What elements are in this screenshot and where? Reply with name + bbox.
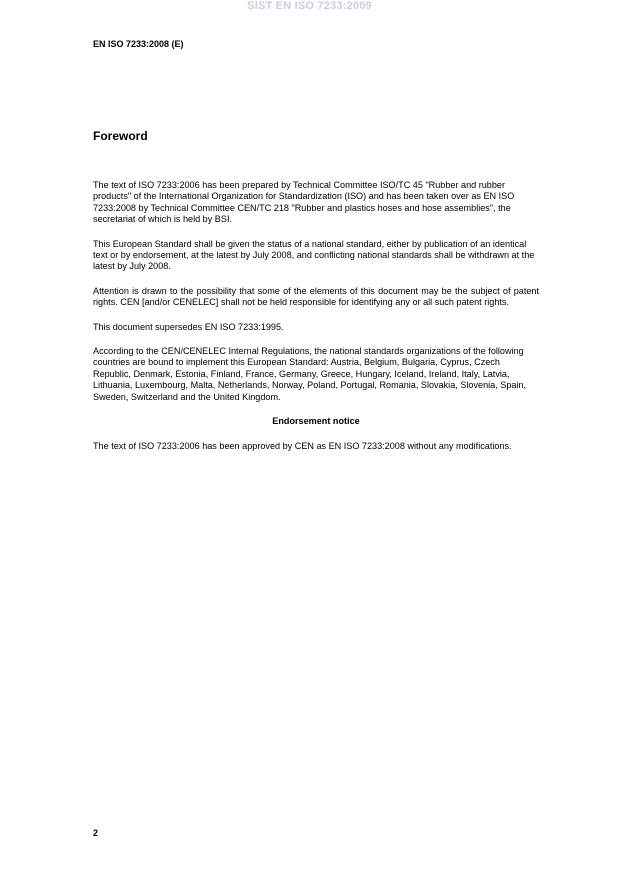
watermark: SIST EN ISO 7233:2009 (247, 0, 372, 12)
endorsement-notice-heading: Endorsement notice (272, 416, 360, 427)
foreword-paragraph-3: Attention is drawn to the possibility that some of the elements of this document may be the subject of patent rights. CEN [and/or CENELEC] shall not be held responsible for identifying any or all such patent rights. (93, 285, 539, 308)
foreword-paragraph-4: This document supersedes EN ISO 7233:1995. (93, 321, 284, 332)
foreword-paragraph-1: The text of ISO 7233:2006 has been prepared by Technical Committee ISO/TC 45 "Rubber and rubber products" of the International Organization for Standardization (ISO) and has been taken over as EN ISO 7233:2008 by Technical Committee CEN/TC 218 "Rubber and plastics hoses and hose assemblies", the secretariat of which is held by BSI. (93, 180, 515, 225)
page-number: 2 (93, 828, 99, 838)
foreword-paragraph-2: This European Standard shall be given the status of a national standard, either by publication of an identical text or by endorsement, at the latest by July 2008, and conflicting national standards shall be withdrawn at the latest by July 2008. (93, 238, 535, 272)
foreword-heading: Foreword (93, 129, 148, 143)
document-body (93, 180, 539, 465)
document-id: EN ISO 7233:2008 (E) (93, 39, 184, 49)
endorsement-notice-text: The text of ISO 7233:2006 has been approved by CEN as EN ISO 7233:2008 without any modifications. (93, 440, 512, 451)
foreword-paragraph-5: According to the CEN/CENELEC Internal Regulations, the national standards organizations of the following countries are bound to implement this European Standard: Austria, Belgium, Bulgaria, Cyprus, Czech Republic, Denmark, Estonia, Finland, France, Germany, Greece, Hungary, Iceland, Ireland, Italy, Latvia, Lithuania, Luxembourg, Malta, Netherlands, Norway, Poland, Portugal, Romania, Slovakia, Slovenia, Spain, Sweden, Switzerland and the United Kingdom. (93, 346, 527, 402)
